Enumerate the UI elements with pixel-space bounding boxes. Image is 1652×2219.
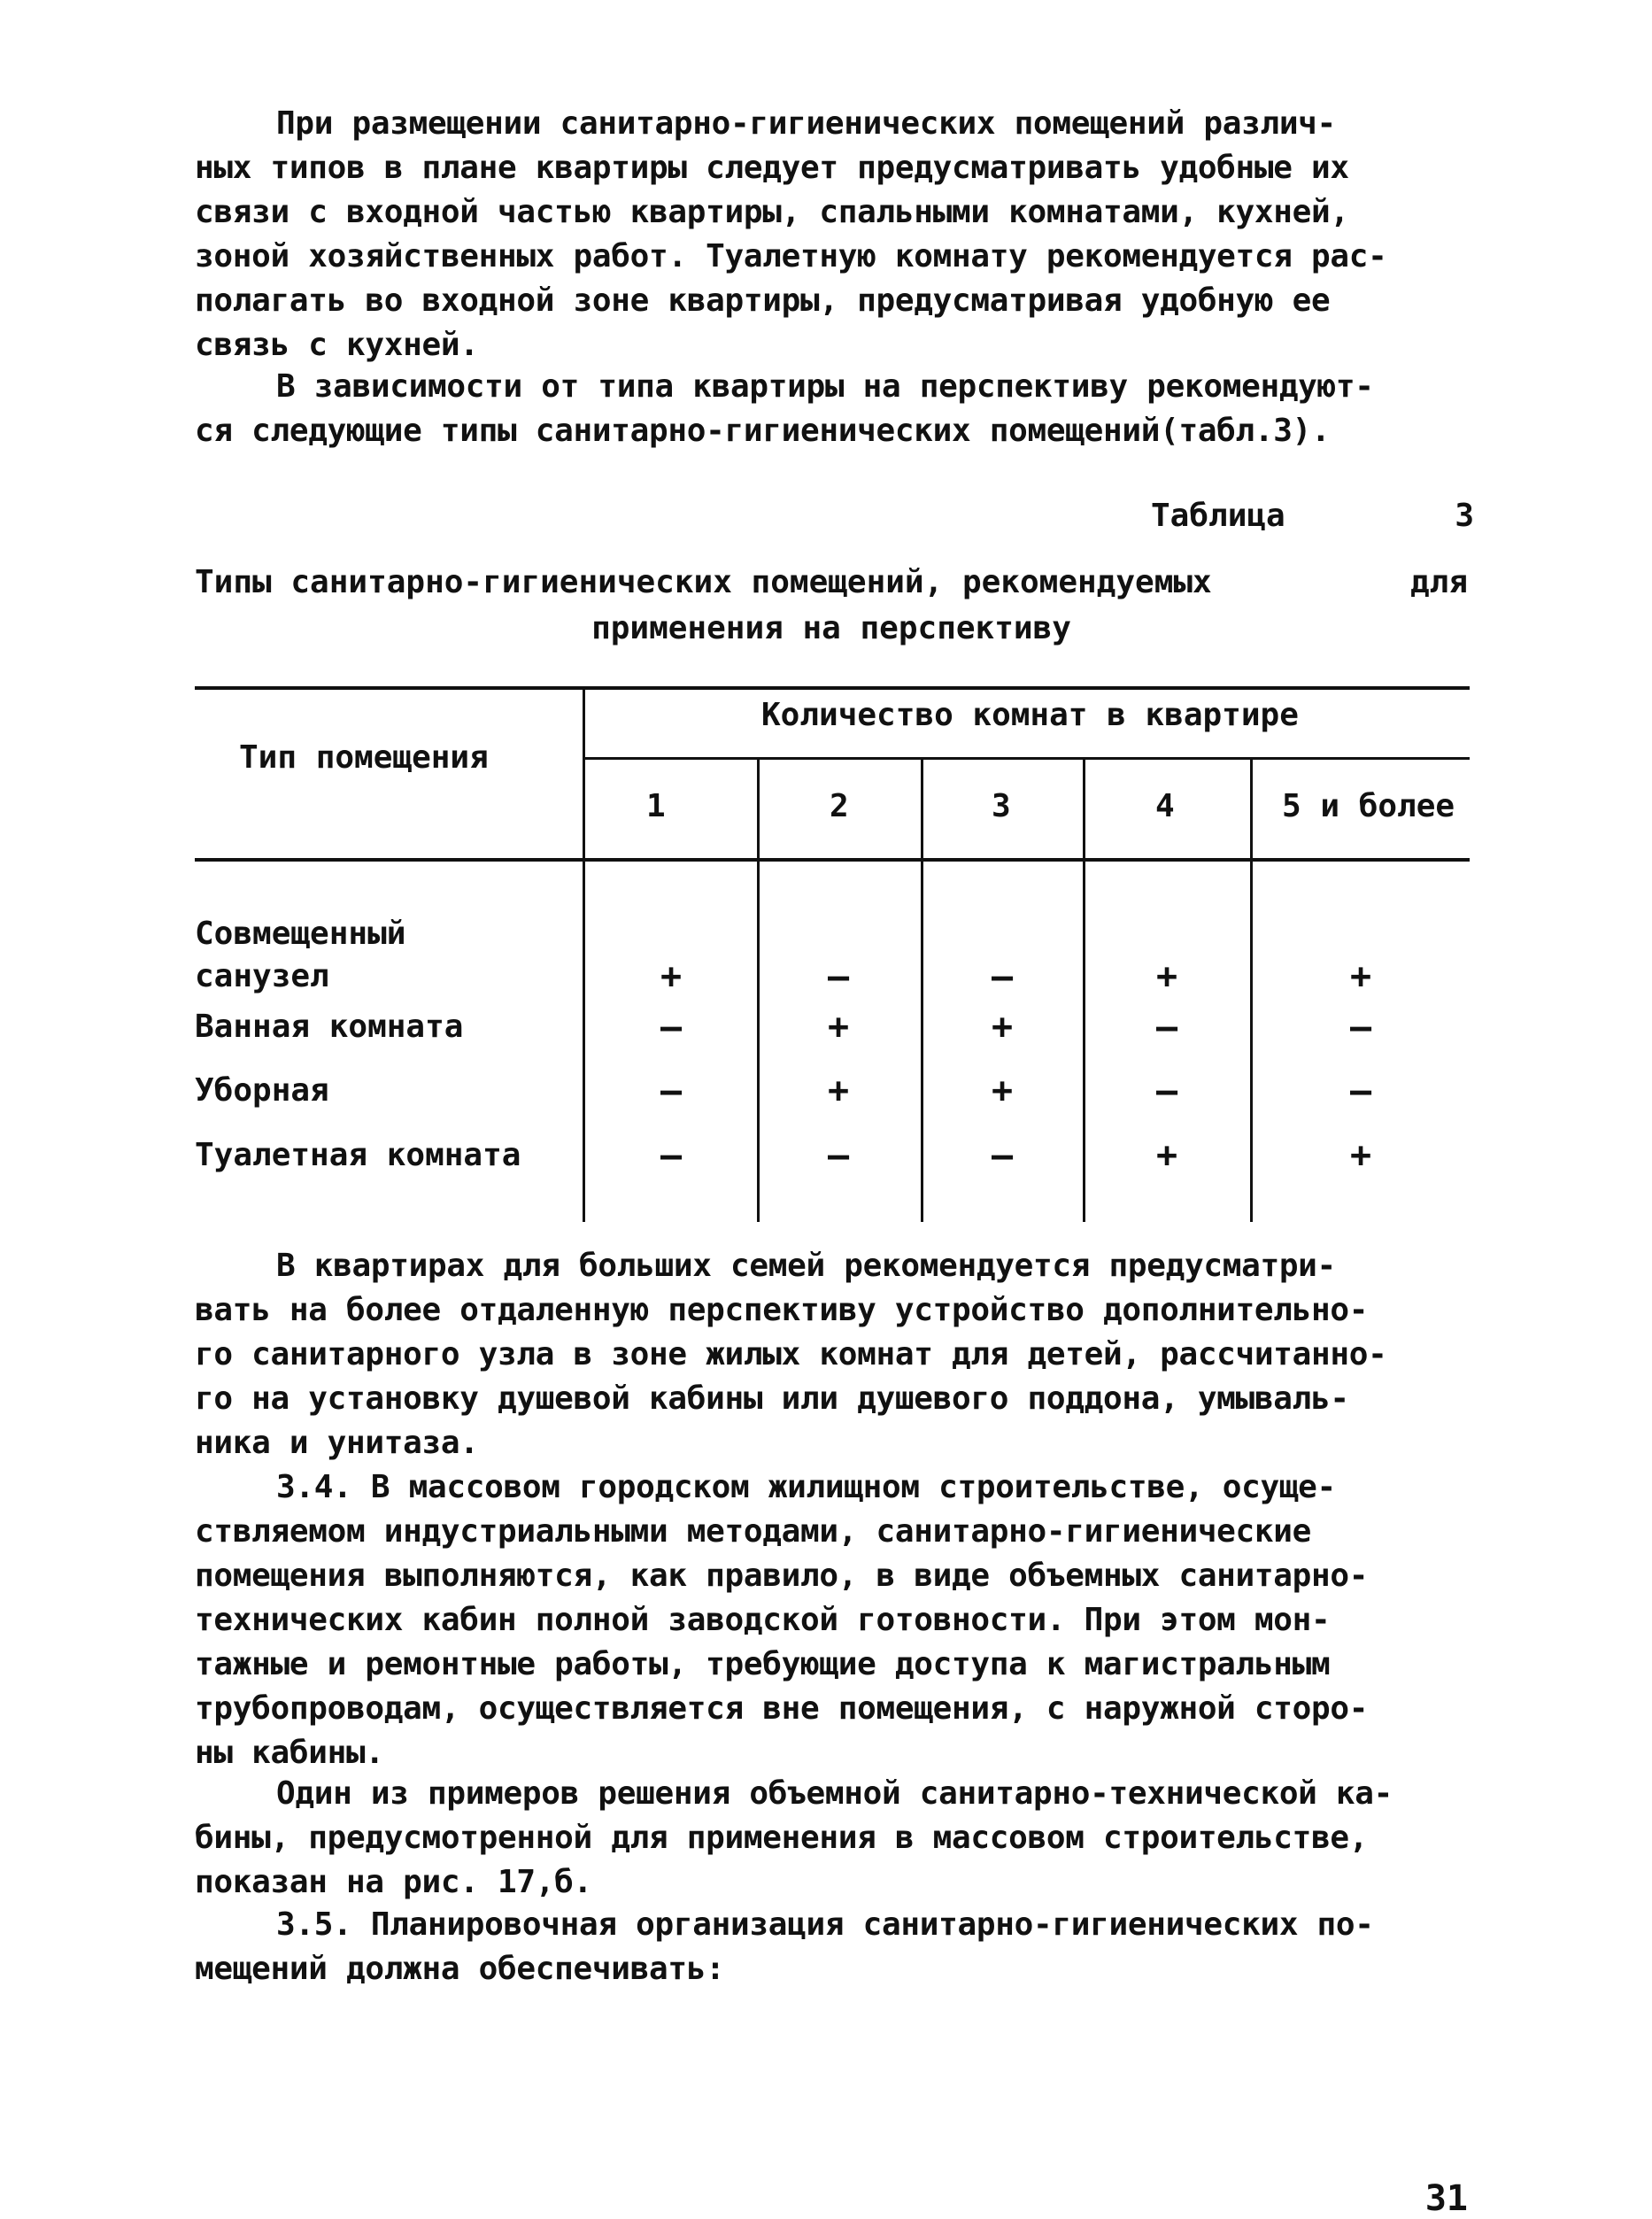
header-room-count: Количество комнат в квартире: [761, 697, 1299, 733]
table-cell: +: [827, 1071, 850, 1111]
text-line: ных типов в плане квартиры следует предусматривать удобные их: [195, 150, 1349, 186]
paragraph-large-families: [195, 1244, 1468, 1465]
table-cell: –: [1155, 1007, 1178, 1048]
text-line: В зависимости от типа квартиры на перспективу рекомендуют-: [276, 368, 1374, 405]
table-vrule-4: [1250, 757, 1253, 1222]
row-label: Ванная комната: [195, 1009, 464, 1045]
paragraph-example-cabin: [195, 1772, 1468, 1905]
column-header-5: 5 и более: [1282, 788, 1455, 824]
text-line: помещения выполняются, как правило, в виде объемных санитарно-: [195, 1558, 1369, 1594]
text-line: зоной хозяйственных работ. Туалетную комнату рекомендуется рас-: [195, 238, 1387, 274]
row-label: Уборная: [195, 1072, 329, 1109]
row-label: Совмещенный: [195, 916, 406, 952]
text-line: вать на более отдаленную перспективу устройство дополнительно-: [195, 1292, 1369, 1328]
text-line: бины, предусмотренной для применения в массовом строительстве,: [195, 1820, 1369, 1856]
table-cell: –: [660, 1135, 683, 1176]
table-vrule-2: [921, 757, 923, 1222]
table-cell: +: [991, 1071, 1014, 1111]
text-line: трубопроводам, осуществляется вне помещения, с наружной сторо-: [195, 1690, 1369, 1727]
table-cell: +: [827, 1007, 850, 1048]
text-line: Один из примеров решения объемной санитарно-технической ка-: [276, 1775, 1393, 1812]
row-label: санузел: [195, 958, 329, 994]
table-vrule-1: [757, 757, 760, 1222]
table-vrule-3: [1083, 757, 1085, 1222]
text-line: го санитарного узла в зоне жилых комнат для детей, рассчитанно-: [195, 1336, 1387, 1372]
column-header-3: 3: [992, 788, 1011, 824]
table-cell: +: [1349, 956, 1372, 997]
text-line: ся следующие типы санитарно-гигиенических помещений(табл.3).: [195, 413, 1331, 449]
column-header-1: 1: [646, 788, 666, 824]
table-cell: +: [991, 1007, 1014, 1048]
sanitary-types-table: [195, 686, 1470, 1226]
table-cell: –: [991, 1135, 1014, 1176]
table-label-number: 3: [1455, 498, 1474, 534]
table-cell: –: [827, 956, 850, 997]
text-line: В квартирах для больших семей рекомендуется предусматри-: [276, 1248, 1336, 1284]
table-cell: –: [827, 1135, 850, 1176]
table-title-line2: применения на перспективу: [591, 610, 1071, 646]
text-line: мещений должна обеспечивать:: [195, 1951, 725, 1987]
table-cell: –: [991, 956, 1014, 997]
text-line: 3.5. Планировочная организация санитарно-гигиенических по-: [276, 1906, 1374, 1943]
table-cell: +: [1155, 956, 1178, 997]
table-vrule-0: [583, 686, 585, 1222]
header-room-type: Тип помещения: [239, 739, 489, 776]
table-header-bottom-rule: [195, 858, 1470, 862]
row-label: Туалетная комната: [195, 1137, 521, 1173]
paragraph-section-3-5: [195, 1903, 1468, 1991]
text-line: тажные и ремонтные работы, требующие доступа к магистральным: [195, 1646, 1331, 1682]
text-line: При размещении санитарно-гигиенических помещений различ-: [276, 105, 1336, 142]
paragraph-sanitary-placement: [195, 102, 1468, 367]
table-title-line1: Типы санитарно-гигиенических помещений, рекомендуемых: [195, 564, 1212, 600]
column-header-2: 2: [830, 788, 849, 824]
table-cell: –: [660, 1007, 683, 1048]
table-label: [1151, 498, 1474, 534]
text-line: связь с кухней.: [195, 327, 479, 363]
text-line: ны кабины.: [195, 1735, 384, 1771]
table-title-line1-end: для: [1409, 564, 1468, 600]
text-line: связи с входной частью квартиры, спальными комнатами, кухней,: [195, 194, 1349, 230]
text-line: го на установку душевой кабины или душевого поддона, умываль-: [195, 1380, 1349, 1417]
table-cell: –: [1349, 1071, 1372, 1111]
table-cell: +: [1155, 1135, 1178, 1176]
table-cell: +: [660, 956, 683, 997]
text-line: ствляемом индустриальными методами, санитарно-гигиенические: [195, 1513, 1312, 1550]
table-title: [195, 560, 1468, 652]
table-top-rule: [195, 686, 1470, 690]
table-cell: –: [660, 1071, 683, 1111]
text-line: технических кабин полной заводской готовности. При этом мон-: [195, 1602, 1331, 1638]
table-label-word: Таблица: [1151, 498, 1285, 534]
table-cell: –: [1349, 1007, 1372, 1048]
text-line: 3.4. В массовом городском жилищном строительстве, осуще-: [276, 1469, 1336, 1505]
text-line: ника и унитаза.: [195, 1425, 479, 1461]
table-subheader-rule: [584, 757, 1470, 760]
paragraph-recommended-types: [195, 365, 1468, 453]
text-line: полагать во входной зоне квартиры, предусматривая удобную ее: [195, 282, 1331, 319]
table-cell: –: [1155, 1071, 1178, 1111]
text-line: показан на рис. 17,б.: [195, 1864, 592, 1900]
column-header-4: 4: [1155, 788, 1175, 824]
paragraph-section-3-4: [195, 1465, 1468, 1775]
table-cell: +: [1349, 1135, 1372, 1176]
page-number: 31: [1424, 2178, 1468, 2219]
